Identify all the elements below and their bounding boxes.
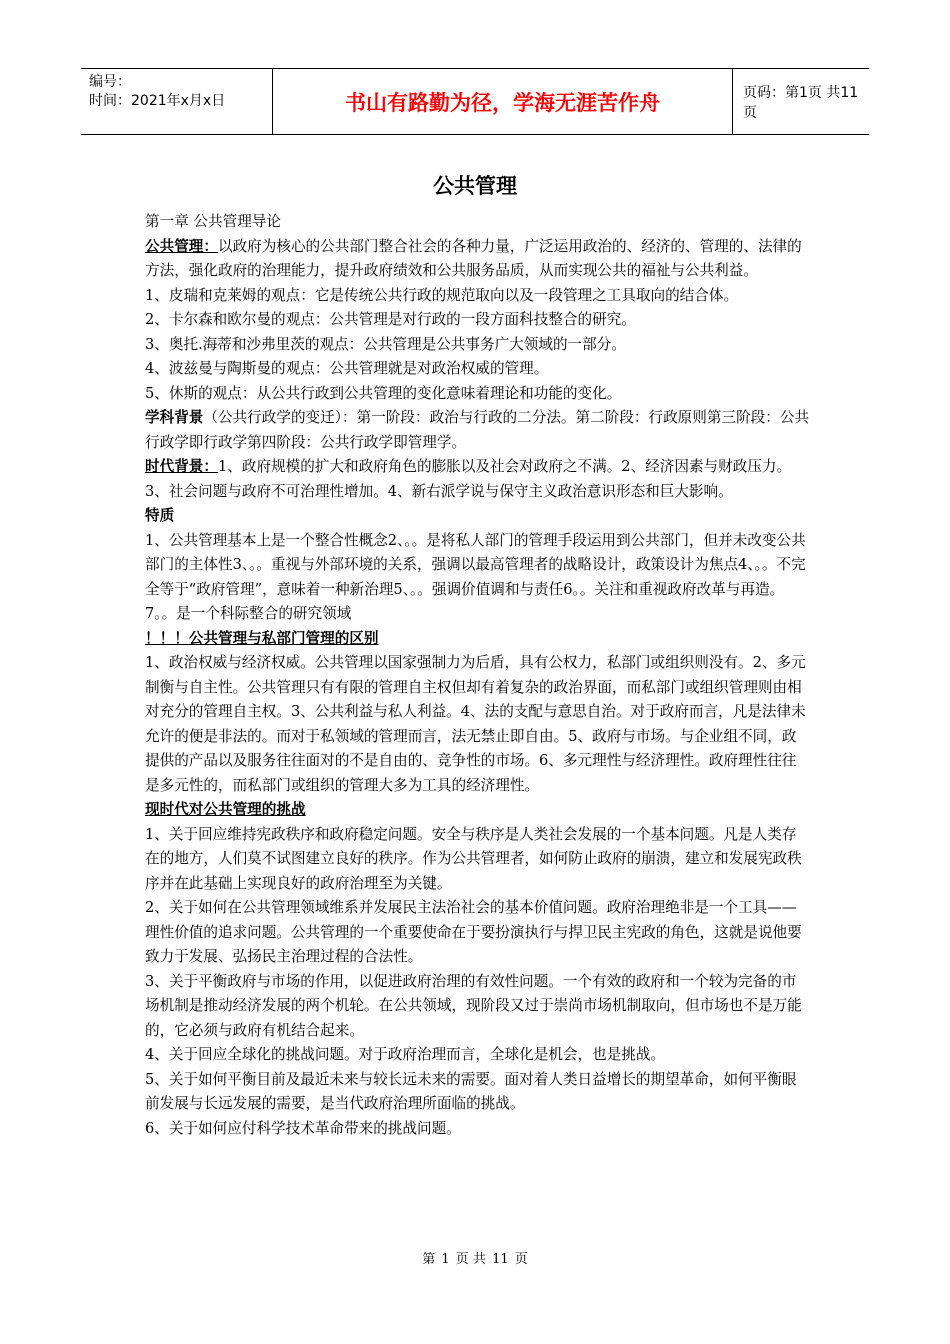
definition-paragraph [145,235,810,284]
difference-text: 1、政治权威与经济权威。公共管理以国家强制力为后盾，具有公权力，私部门或组织则没有。2、多元制衡与自主性。公共管理只有有限的管理自主权但却有着复杂的政治界面，而私部门或组织管理则由相对充分的管理自主权。3、公共利益与私人利益。4、法的支配与意思自治。对于政府而言，凡是法律未允许的便是非法的。而对于私领域的管理而言，法无禁止即自由。5、政府与市场。与企业组不同，政提供的产品以及服务往往面对的不是自由的、竞争性的市场。6、多元理性与经济理性。政府理性往往是多元性的，而私部门或组织的管理大多为工具的经济理性。 [145,654,806,794]
view-item: 3、奥托.海蒂和沙弗里茨的观点：公共管理是公共事务广大领域的一部分。 [145,335,626,353]
challenge-item: 3、关于平衡政府与市场的作用，以促进政府治理的有效性问题。一个有效的政府和一个较为完备的市场机制是推动经济发展的两个机轮。在公共领域，现阶段又过于崇尚市场机制取向，但市场也不是万能的，它必须与政府有机结合起来。 [145,972,802,1039]
footer-mid: 页 共 [455,1252,486,1267]
era-background-paragraph [145,455,810,504]
challenge-item: 5、关于如何平衡目前及最近未来与较长远未来的需要。面对着人类日益增长的期望革命，如何平衡眼前发展与长远发展的需要，是当代政府治理所面临的挑战。 [145,1070,797,1112]
date-label: 时间：2021年x月x日 [89,93,226,109]
footer-prefix: 第 [422,1252,436,1267]
header-motto-cell [273,69,733,134]
footer-suffix: 页 [514,1252,528,1267]
features-text: 1、公共管理基本上是一个整合性概念2、。。是将私人部门的管理手段运用到公共部门，但并未改变公共部门的主体性3、。。重视与外部环境的关系，强调以最高管理者的战略设计，政策设计为焦点4、。。不完全等于“政府管理”，意味着一种新治理5、。。强调价值调和与责任6。。关注和重视政府改革与再造。7。。是一个科际整合的研究领域 [145,531,806,622]
challenge-item: 4、关于回应全球化的挑战问题。对于政府治理而言，全球化是机会，也是挑战。 [145,1046,666,1063]
era-background-text: 1、政府规模的扩大和政府角色的膨胀以及社会对政府之不满。2、经济因素与财政压力。3、社会问题与政府不可治理性增加。4、新右派学说与保守主义政治意识形态和巨大影响。 [145,458,792,500]
definition-term: 公共管理： [145,237,218,255]
features-heading: 特质 [145,507,175,524]
view-item: 5、休斯的观点：从公共行政到公共管理的变化意味着理论和功能的变化。 [145,384,622,402]
view-item: 2、卡尔森和欧尔曼的观点：公共管理是对行政的一段方面科技整合的研究。 [145,311,636,328]
challenge-heading: 现时代对公共管理的挑战 [145,801,306,818]
definition-text: 以政府为核心的公共部门整合社会的各种力量，广泛运用政治的、经济的、管理的、法律的方法，强化政府的治理能力，提升政府绩效和公共服务品质，从而实现公共的福祉与公共利益。 [145,237,802,279]
footer-page-total: 11 [492,1252,509,1267]
header-page-cell [733,69,869,134]
chapter-heading: 第一章 公共管理导论 [145,213,281,230]
challenge-item: 6、关于如何应付科学技术革命带来的挑战问题。 [145,1119,461,1137]
challenge-item: 2、关于如何在公共管理领域维系并发展民主法治社会的基本价值问题。政府治理绝非是一个工具——理性价值的追求问题。公共管理的一个重要使命在于要扮演执行与捍卫民主宪政的角色，这就是说他要致力于发展、弘扬民主治理过程的合法性。 [145,899,802,965]
difference-heading: ！！！公共管理与私部门管理的区别 [145,629,379,647]
header-table [81,68,869,135]
footer-page-number: 1 [441,1252,450,1267]
page-info: 页码：第1页 共11页 [743,84,859,121]
page-footer [0,1248,950,1267]
era-background-term: 时代背景： [145,458,218,475]
header-meta-cell [81,69,273,134]
motto-text: 书山有路勤为径，学海无涯苦作舟 [345,90,660,115]
view-item: 4、波兹曼与陶斯曼的观点：公共管理就是对政治权威的管理。 [145,360,549,377]
challenge-item: 1、关于回应维持宪政秩序和政府稳定问题。安全与秩序是人类社会发展的一个基本问题。凡是人类存在的地方，人们莫不试图建立良好的秩序。作为公共管理者，如何防止政府的崩溃，建立和发展宪政秩序并在此基础上实现良好的政府治理至为关键。 [145,825,802,892]
subject-background-term: 学科背景 [145,409,204,426]
document-body [145,210,810,1141]
view-item: 1、皮瑞和克莱姆的观点：它是传统公共行政的规范取向以及一段管理之工具取向的结合体。 [145,286,739,304]
subject-background-text: （公共行政学的变迁）：第一阶段：政治与行政的二分法。第二阶段：行政原则第三阶段：公共行政学即行政学第四阶段：公共行政学即管理学。 [145,409,810,451]
subject-background-paragraph [145,406,810,455]
number-label: 编号： [89,74,131,90]
document-title: 公共管理 [433,174,517,198]
